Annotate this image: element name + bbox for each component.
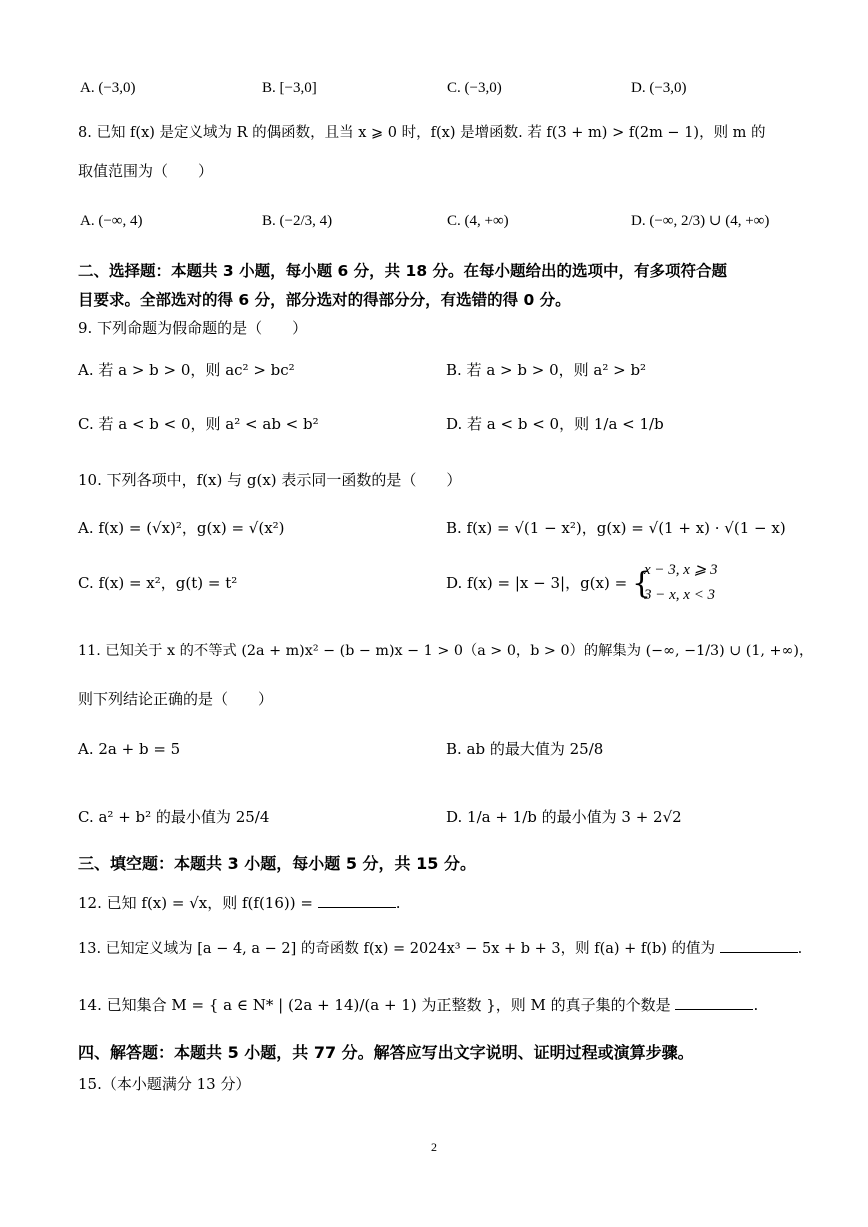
q8-stem-line2: 取值范围为（ ） (78, 162, 214, 180)
q8-option-c: C. (4, +∞) (447, 213, 509, 229)
q13-stem: 13. 已知定义域为 [a − 4, a − 2] 的奇函数 f(x) = 2024x³ − 5x + b + 3，则 f(a) + f(b) 的值为 (78, 941, 716, 957)
q10-option-d-prefix: D. f(x) = |x − 3|，g(x) = (446, 574, 628, 592)
q8-option-a: A. (−∞, 4) (80, 213, 143, 229)
q10-option-d-case1: x − 3, x ⩾ 3 (644, 562, 718, 578)
q10-option-d-case2: 3 − x, x < 3 (644, 587, 716, 603)
left-brace-icon: { (631, 566, 652, 601)
section2-heading-line1: 二、选择题：本题共 3 小题，每小题 6 分，共 18 分。在每小题给出的选项中，有多项符合题 (78, 262, 728, 280)
q14-answer-blank[interactable] (675, 995, 753, 1010)
q7-option-b: B. [−3,0] (262, 80, 317, 96)
page-number: 2 (431, 1140, 437, 1154)
q8-option-b: B. (−2/3, 4) (262, 213, 333, 229)
q9-stem: 9. 下列命题为假命题的是（ ） (78, 319, 308, 337)
q11-option-d: D. 1/a + 1/b 的最小值为 3 + 2√2 (446, 808, 682, 826)
section4-heading: 四、解答题：本题共 5 小题，共 77 分。解答应写出文字说明、证明过程或演算步骤。 (78, 1043, 694, 1062)
q14 (78, 995, 758, 1015)
q12-end: . (395, 894, 401, 912)
section2-heading-line2: 目要求。全部选对的得 6 分，部分选对的得部分分，有选错的得 0 分。 (78, 291, 571, 309)
q15-stem: 15.（本小题满分 13 分） (78, 1075, 251, 1093)
q13 (78, 938, 802, 959)
q12-stem: 12. 已知 f(x) = √x，则 f(f(16)) = (78, 894, 313, 912)
q12-answer-blank[interactable] (318, 893, 396, 908)
q8-stem-line1: 8. 已知 f(x) 是定义域为 R 的偶函数，且当 x ⩾ 0 时，f(x) 是增函数. 若 f(3 + m) > f(2m − 1)，则 m 的 (78, 125, 766, 141)
q14-stem: 14. 已知集合 M = { a ∈ N* | (2a + 14)/(a + 1) 为正整数 }，则 M 的真子集的个数是 (78, 996, 671, 1014)
q10-option-d (446, 566, 652, 601)
q11-stem-line1: 11. 已知关于 x 的不等式 (2a + m)x² − (b − m)x − 1 > 0（a > 0，b > 0）的解集为 (−∞, −1/3) ∪ (1, +∞)， (78, 643, 814, 659)
section3-heading: 三、填空题：本题共 3 小题，每小题 5 分，共 15 分。 (78, 854, 476, 873)
q9-option-a: A. 若 a > b > 0，则 ac² > bc² (78, 361, 295, 379)
q13-end: . (797, 941, 803, 957)
q12 (78, 893, 401, 913)
q8-option-d: D. (−∞, 2/3) ∪ (4, +∞) (631, 213, 770, 229)
q9-option-b: B. 若 a > b > 0，则 a² > b² (446, 361, 647, 379)
q11-option-b: B. ab 的最大值为 25/8 (446, 740, 604, 758)
q9-option-c: C. 若 a < b < 0，则 a² < ab < b² (78, 415, 319, 433)
q10-stem: 10. 下列各项中，f(x) 与 g(x) 表示同一函数的是（ ） (78, 471, 462, 489)
q11-option-c: C. a² + b² 的最小值为 25/4 (78, 808, 270, 826)
q7-option-c: C. (−3,0) (447, 80, 502, 96)
q14-end: . (753, 996, 759, 1014)
q11-stem-line2: 则下列结论正确的是（ ） (78, 690, 274, 708)
q7-option-d: D. (−3,0) (631, 80, 687, 96)
q9-option-d: D. 若 a < b < 0，则 1/a < 1/b (446, 415, 664, 433)
q10-option-a: A. f(x) = (√x)²，g(x) = √(x²) (78, 519, 285, 537)
q13-answer-blank[interactable] (720, 938, 798, 953)
q11-option-a: A. 2a + b = 5 (78, 740, 181, 758)
q10-option-b: B. f(x) = √(1 − x²)，g(x) = √(1 + x) · √(1 − x) (446, 519, 786, 537)
q7-option-a: A. (−3,0) (80, 80, 136, 96)
q10-option-c: C. f(x) = x²，g(t) = t² (78, 574, 238, 592)
